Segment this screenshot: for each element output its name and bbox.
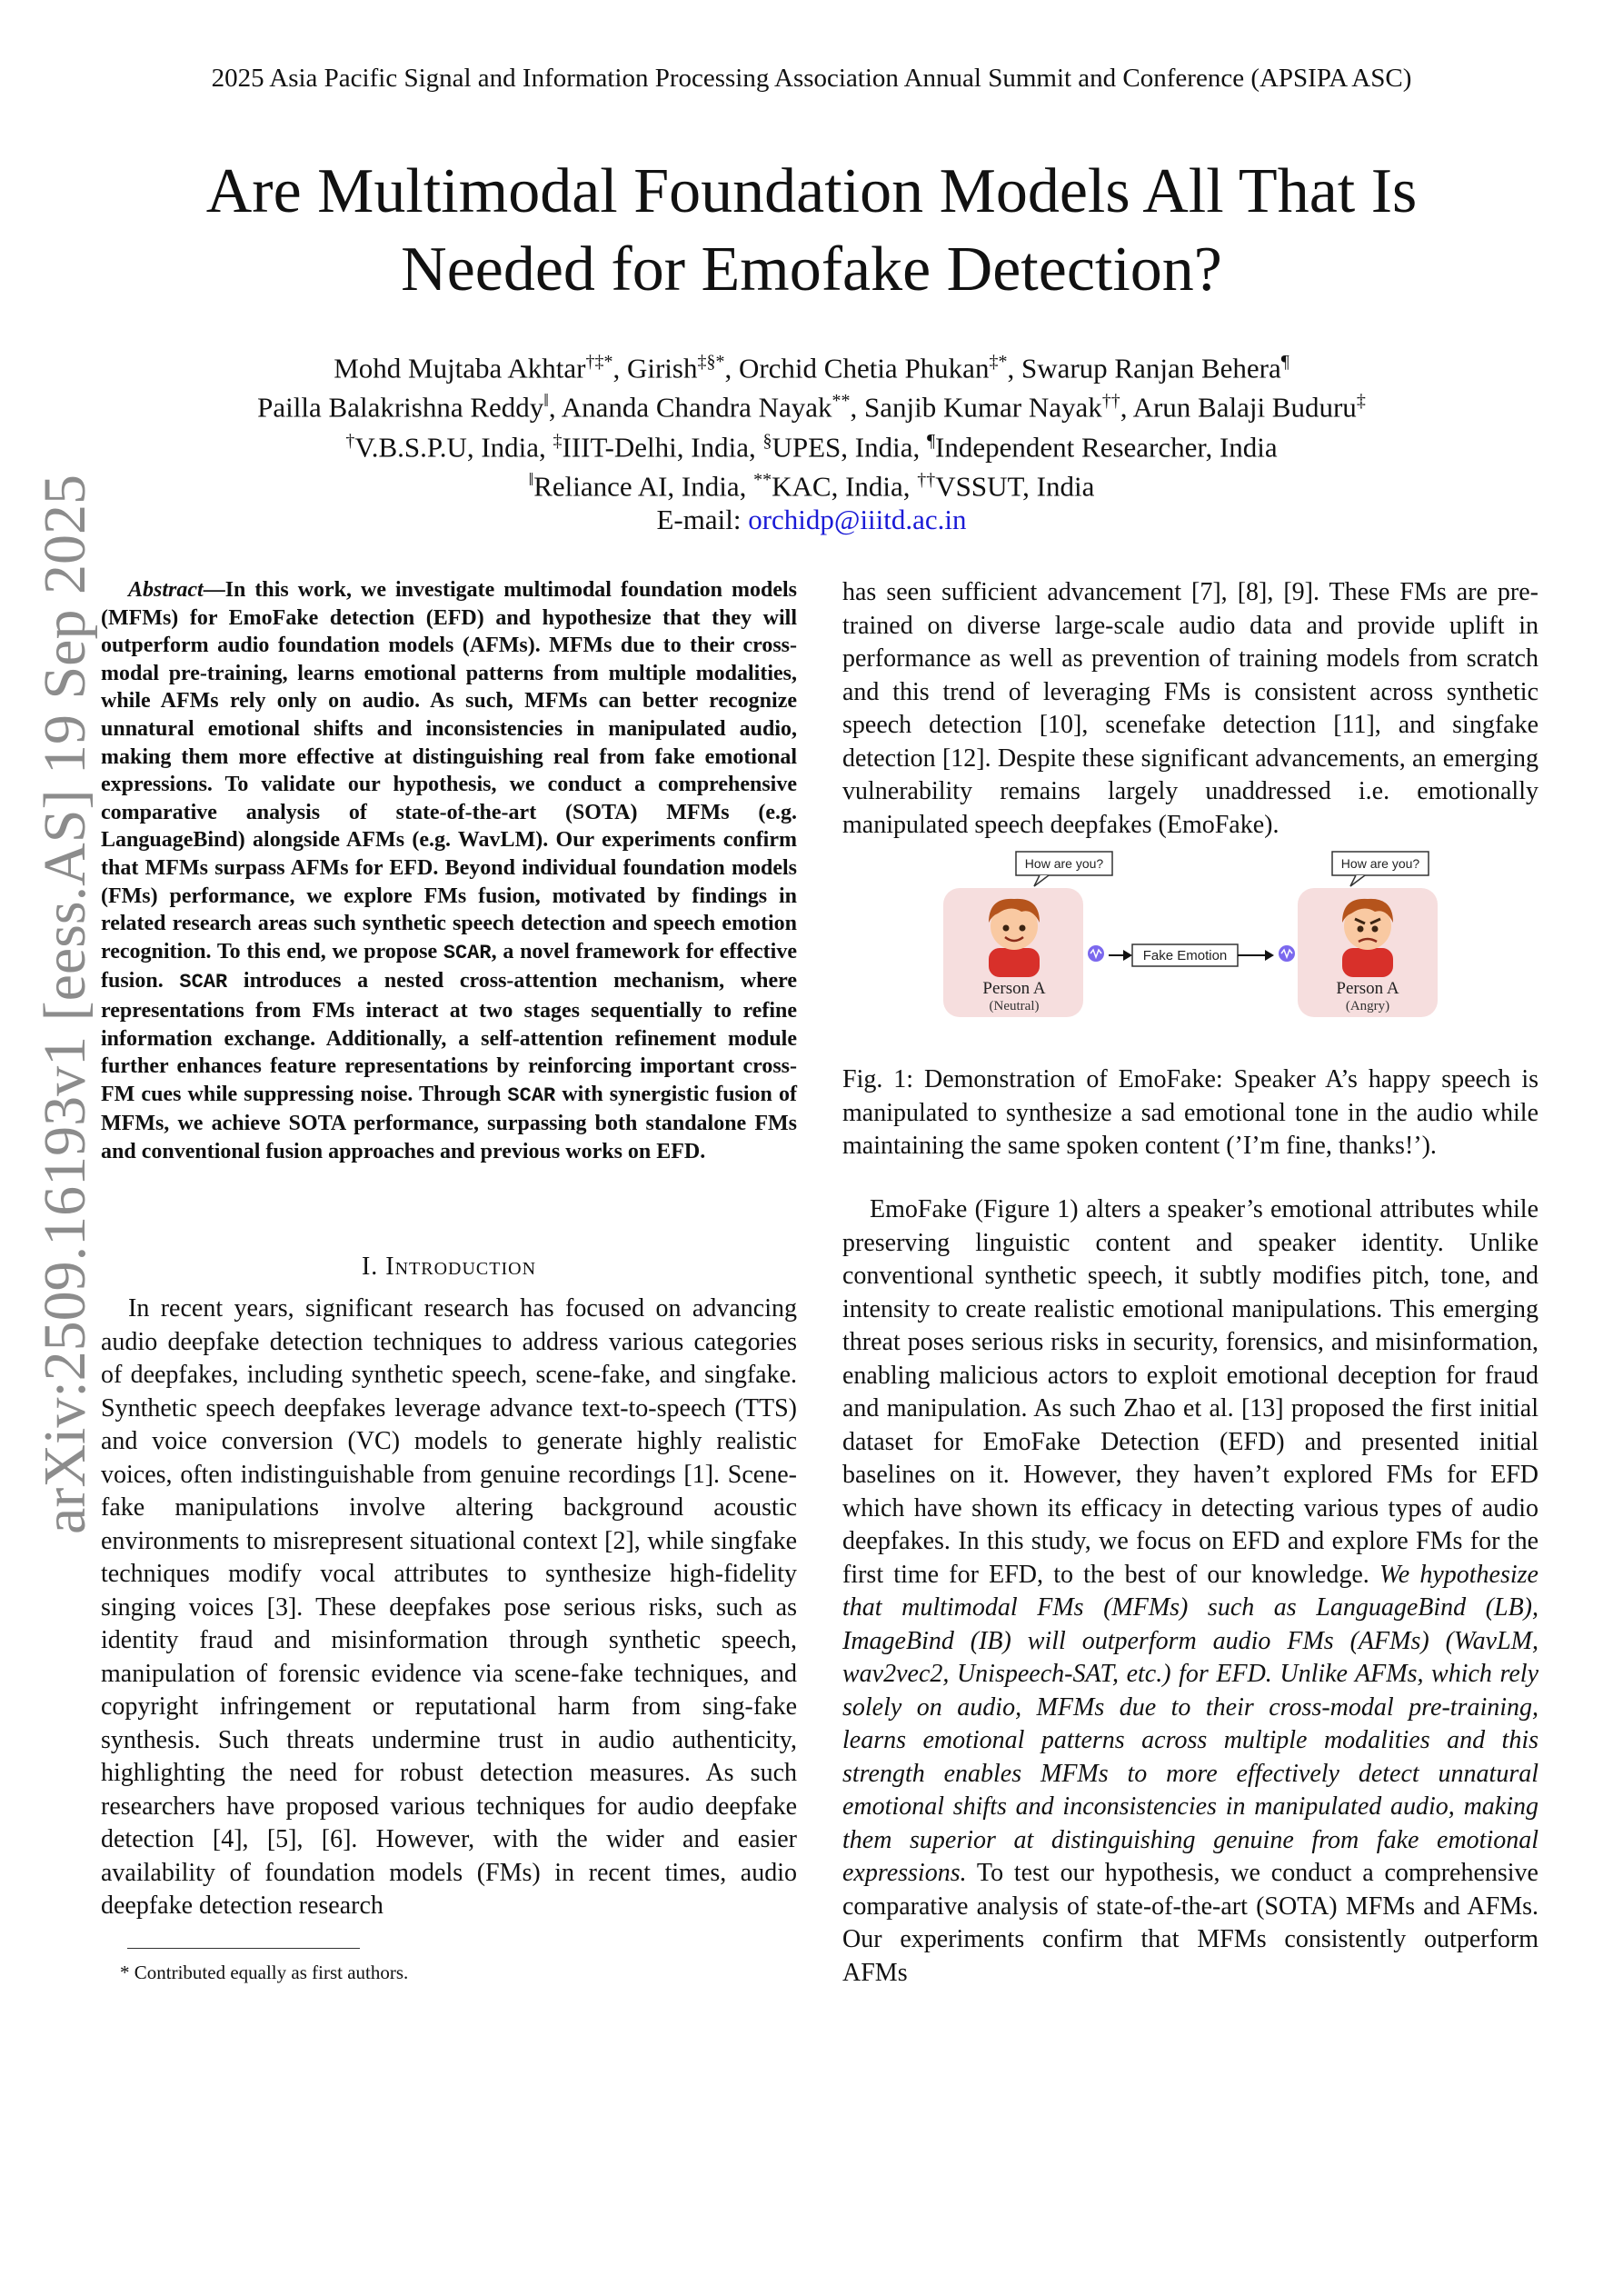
audio-wave-icon bbox=[1279, 945, 1295, 962]
affil-text: UPES, India, bbox=[772, 430, 927, 463]
arrow-head-right bbox=[1265, 950, 1274, 961]
author-mark: ** bbox=[831, 391, 851, 412]
affil-text: KAC, India, bbox=[772, 470, 918, 503]
affiliation-line-2 bbox=[91, 464, 1532, 503]
author-block bbox=[91, 345, 1532, 536]
author-name: Orchid Chetia Phukan bbox=[738, 352, 990, 384]
author-mark: ¶ bbox=[1280, 352, 1289, 372]
author-mark: ‡§* bbox=[697, 352, 725, 372]
paragraph-text: To test our hypothesis, we conduct a comprehensive comparative analysis of state-of-the-art (SOTA) MFMs and AFMs. Our experiments confirm that MFMs consistently outperform AFMs bbox=[842, 1859, 1538, 1987]
abstract-label: Abstract bbox=[128, 578, 204, 602]
author-mark: ‡* bbox=[989, 352, 1008, 372]
email-label: E-mail: bbox=[656, 504, 749, 536]
speech-bubble-tail bbox=[1034, 875, 1049, 886]
abstract-text: with synergistic fusion of MFMs, we achieve SOTA performance, surpassing both standalone FMs and conventional fusion approaches and previous works on EFD. bbox=[101, 1082, 798, 1163]
arxiv-identifier: arXiv:2509.16193v1 [eess.AS] 19 Sep 2025 bbox=[32, 474, 98, 1534]
abstract-text: introduces a nested cross-attention mechanism, where representations from FMs interact at two stages sequentially to refine information exchange. Additionally, a self-attention refinement module further enhances feature representations by reinforcing important cross-FM cues while suppressing noise. Through bbox=[101, 969, 797, 1106]
affil-mark: † bbox=[345, 430, 355, 451]
bubble-text-left: How are you? bbox=[1024, 856, 1104, 871]
footnote: * Contributed equally as first authors. bbox=[120, 1962, 409, 1983]
title-line-1: Are Multimodal Foundation Models All That Is bbox=[205, 156, 1418, 226]
emofake-illustration bbox=[941, 850, 1450, 1019]
affil-mark: †† bbox=[917, 469, 936, 490]
scar-name: SCAR bbox=[179, 971, 228, 994]
scar-name: SCAR bbox=[443, 941, 492, 964]
author-mark: †‡* bbox=[585, 352, 613, 372]
author-name: Pailla Balakrishna Reddy bbox=[257, 391, 544, 424]
affil-text: VSSUT, India bbox=[935, 470, 1095, 503]
author-line-2: Pailla Balakrishna Reddy‖, Ananda Chandra Nayak**, Sanjib Kumar Nayak††, Arun Balaji Buduru‡ bbox=[257, 391, 1366, 424]
affiliation-line-1 bbox=[91, 424, 1532, 464]
speech-bubble-tail bbox=[1350, 875, 1365, 886]
conference-header: 2025 Asia Pacific Signal and Information Processing Association Annual Summit and Conference (APSIPA ASC) bbox=[211, 64, 1412, 93]
affil-text: V.B.S.P.U, India, bbox=[354, 430, 553, 463]
affil-text: IIIT-Delhi, India, bbox=[562, 430, 763, 463]
abstract-text: In this work, we investigate multimodal foundation models (MFMs) for EmoFake detection (EFD) and hypothesize that they will outperform audio foundation models (AFMs). MFMs due to their cross-modal pre-training, learns emotional patterns from multiple modalities, while AFMs rely only on audio. As such, MFMs can better recognize unnatural emotional shifts and inconsistencies in manipulated audio, making them more effective at distinguishing real from fake emotional expressions. To validate our hypothesis, we conduct a comprehensive comparative analysis of state-of-the-art (SOTA) MFMs (e.g. LanguageBind) alongside AFMs (e.g. WavLM). Our experiments confirm that MFMs surpass AFMs for EFD. Beyond individual foundation models (FMs) performance, we explore FMs fusion, motivated by findings in related research areas such synthetic speech detection and speech emotion recognition. To this end, we propose bbox=[101, 578, 797, 963]
figure-caption: Fig. 1: Demonstration of EmoFake: Speaker A’s happy speech is manipulated to synthesize a sad emotional tone in the audio while maintaining the same spoken content (’I’m fine, thanks!’). bbox=[842, 1065, 1538, 1160]
person-left-state: (Neutral) bbox=[989, 999, 1040, 1013]
paragraph-text: EmoFake (Figure 1) alters a speaker’s emotional attributes while preserving linguistic content and speaker identity. Unlike conventional synthetic speech, it subtly modifies pitch, tone, and intensity to create realistic emotional manipulations. This emerging threat poses serious risks in security, forensics, and misinformation, enabling malicious actors to exploit emotional deception for fraud and manipulation. As such Zhao et al. [13] proposed the first initial dataset for EmoFake Detection (EFD) and presented initial baselines on it. However, they haven’t explored FMs for EFD which have shown its efficacy in detecting various types of audio deepfakes. In this study, we focus on EFD and explore FMs for the first time for EFD, to the best of our knowledge. bbox=[842, 1195, 1538, 1589]
affil-text: Independent Researcher, India bbox=[935, 430, 1278, 463]
affil-mark: § bbox=[762, 430, 772, 451]
section-number: I. bbox=[361, 1253, 386, 1281]
author-name: Mohd Mujtaba Akhtar bbox=[334, 352, 586, 384]
affil-text: Reliance AI, India, bbox=[533, 470, 754, 503]
neutral-boy-icon bbox=[989, 899, 1040, 977]
abstract-text: , a novel framework for effective fusion. bbox=[101, 939, 797, 993]
fake-emotion-label: Fake Emotion bbox=[1142, 948, 1228, 963]
paper-title bbox=[130, 153, 1493, 309]
right-paragraph-2 bbox=[842, 1193, 1538, 1990]
hypothesis-text: We hypothesize that multimodal FMs (MFMs) such as LanguageBind (LB), ImageBind (IB) will outperform audio FMs (AFMs) (WavLM, wav2vec2, Unispeech-SAT, etc.) for EFD. Unlike AFMs, which rely solely on audio, MFMs due to their cross-modal pre-training, learns emotional patterns across multiple modalities and this strength enables MFMs to more effectively detect unnatural emotional shifts and inconsistencies in manipulated audio, making them superior at distinguishing genuine from fake emotional expressions. bbox=[842, 1560, 1538, 1887]
affil-mark: ¶ bbox=[926, 430, 936, 451]
author-name: Sanjib Kumar Nayak bbox=[864, 391, 1102, 424]
author-mark: ‖ bbox=[543, 391, 549, 412]
email-line bbox=[91, 503, 1532, 536]
person-left-name: Person A bbox=[982, 979, 1046, 998]
author-name: Arun Balaji Buduru bbox=[1132, 391, 1357, 424]
footnote-rule bbox=[127, 1948, 360, 1949]
abstract-dash: — bbox=[203, 578, 225, 602]
author-mark: †† bbox=[1101, 391, 1120, 412]
intro-paragraph-1: In recent years, significant research has focused on advancing audio deepfake detection techniques to address various categories of deepfakes, including synthetic speech, scene-fake, and singfake. Synthetic speech deepfakes leverage advance text-to-speech (TTS) and voice conversion (VC) models to generate highly realistic voices, often indistinguishable from genuine recordings [1]. Scene-fake manipulations involve altering background acoustic environments to misrepresent situational context [2], while singfake techniques modify vocal attributes to synthesize high-fidelity singing voices [3]. These deepfakes pose serious risks, such as identity fraud and misinformation through synthetic speech, manipulation of forensic evidence via scene-fake techniques, and copyright infringement or reputational harm from sing-fake synthesis. Such threats undermine trust in audio authenticity, highlighting the need for robust detection measures. As such researchers have proposed various techniques for audio deepfake detection [4], [5], [6]. However, with the wider and easier availability of foundation models (FMs) in recent times, audio deepfake detection research bbox=[101, 1294, 797, 1920]
figure-1 bbox=[941, 850, 1450, 1019]
email-link[interactable]: orchidp@iiitd.ac.in bbox=[748, 504, 967, 536]
author-name: Girish bbox=[626, 352, 698, 384]
affil-mark: ‖ bbox=[528, 469, 534, 490]
angry-boy-icon bbox=[1342, 899, 1393, 977]
section-heading-introduction bbox=[101, 1253, 797, 1282]
section-title: Introduction bbox=[385, 1253, 537, 1281]
arrow-head-left bbox=[1123, 950, 1132, 961]
title-line-2: Needed for Emofake Detection? bbox=[401, 235, 1222, 304]
author-mark: ‡ bbox=[1356, 391, 1366, 412]
person-right-state: (Angry) bbox=[1345, 999, 1390, 1013]
right-paragraph-1: has seen sufficient advancement [7], [8], [9]. These FMs are pre-trained on diverse large-scale audio data and provide uplift in performance as well as prevention of training models from scratch and this trend of leveraging FMs is consistent across synthetic speech detection [10], scenefake detection [11], and singfake detection [12]. Despite these significant advancements, an emerging vulnerability remains largely unaddressed i.e. emotionally manipulated speech deepfakes (EmoFake). bbox=[842, 578, 1538, 839]
person-right-name: Person A bbox=[1336, 979, 1399, 998]
abstract bbox=[101, 576, 797, 1165]
bubble-text-right: How are you? bbox=[1340, 856, 1420, 871]
author-line-1: Mohd Mujtaba Akhtar†‡*, Girish‡§*, Orchid Chetia Phukan‡*, Swarup Ranjan Behera¶ bbox=[334, 352, 1289, 384]
audio-wave-icon bbox=[1088, 945, 1104, 962]
affil-mark: ** bbox=[753, 469, 772, 490]
author-name: Ananda Chandra Nayak bbox=[561, 391, 832, 424]
author-name: Swarup Ranjan Behera bbox=[1021, 352, 1281, 384]
affil-mark: ‡ bbox=[553, 430, 563, 451]
scar-name: SCAR bbox=[507, 1083, 556, 1107]
